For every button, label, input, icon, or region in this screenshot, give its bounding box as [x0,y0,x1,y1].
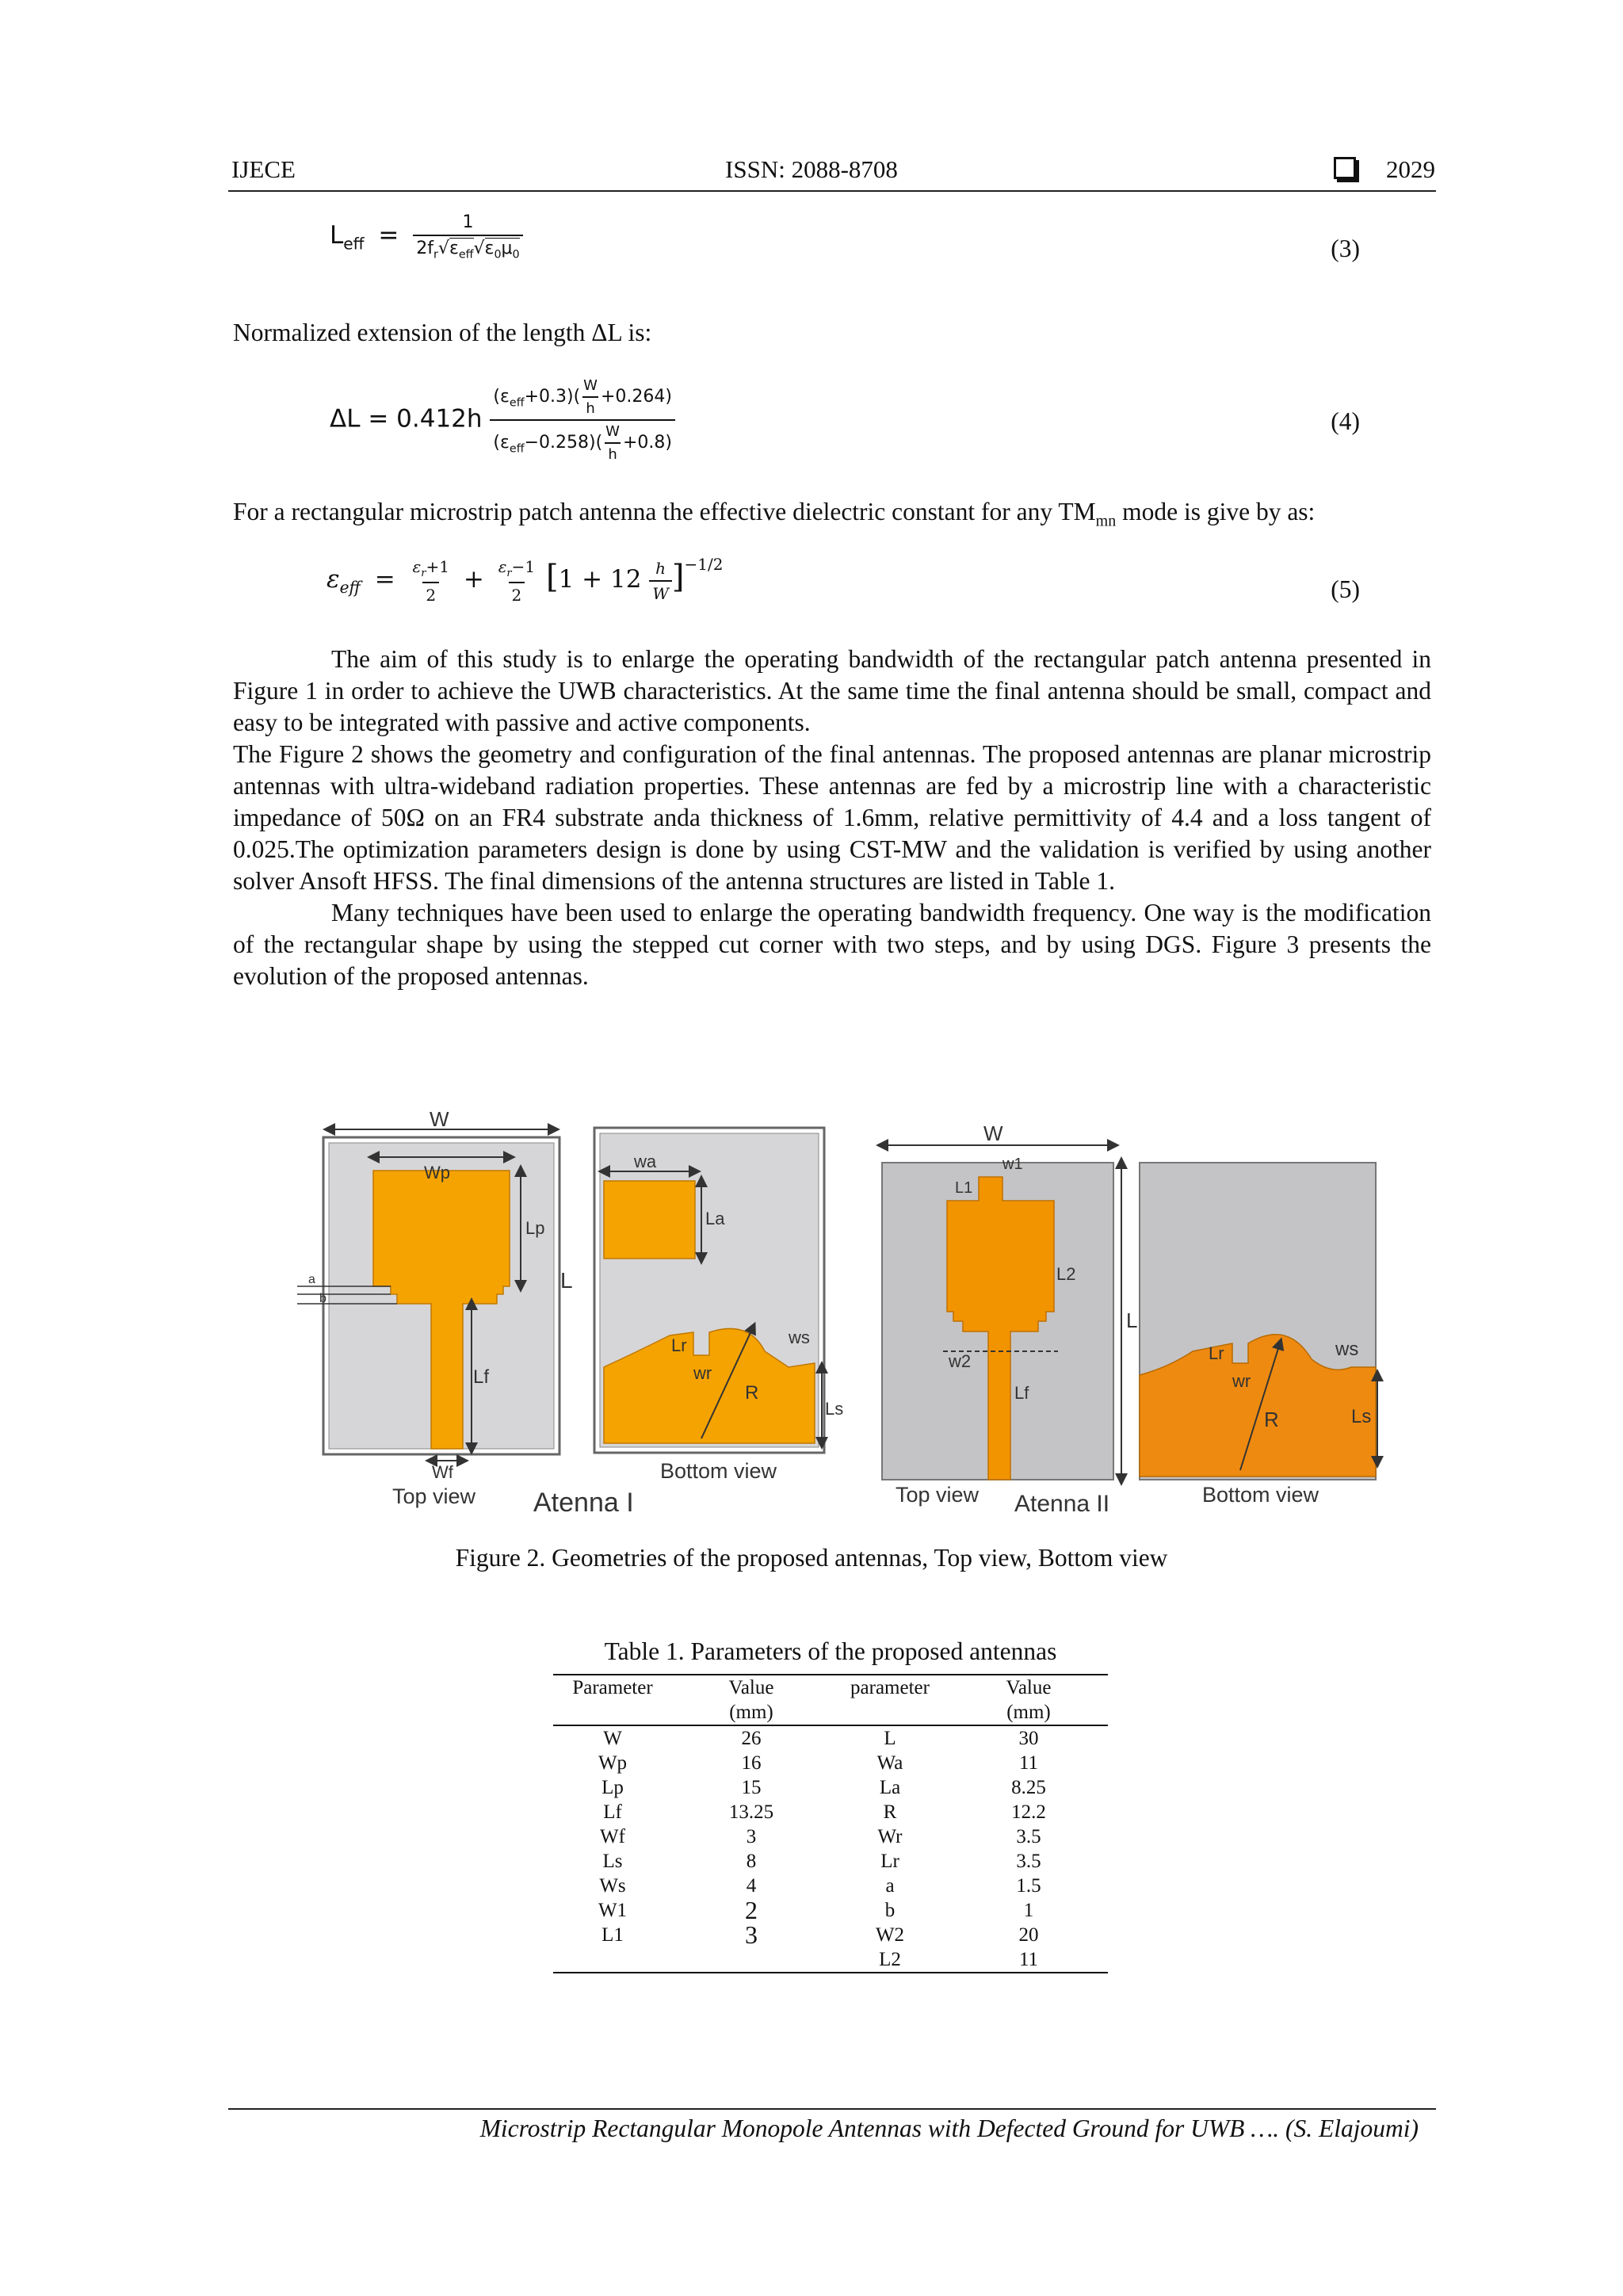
label-antenna-1: Atenna I [533,1488,634,1518]
label-bottom-view-2: Bottom view [1202,1483,1319,1507]
table-row: Wp 16 Wa 11 [598,1752,1039,1774]
table-row: Ls 8 Lr 3.5 [602,1851,1041,1872]
table-header-cell: parameter [850,1677,930,1698]
label-wr: wr [693,1363,712,1383]
table-row: Lp 15 La 8.25 [601,1777,1046,1798]
issn: ISSN: 2088-8708 [725,155,898,183]
body-text [233,644,1431,992]
label-top-view-2: Top view [896,1483,980,1507]
eq5-lhs: ε [327,565,340,594]
table-caption: Table 1. Parameters of the proposed antennas [604,1637,1057,1665]
eq3-denominator: $2f_r√\varepsilon_{eff}√\varepsilon_0\mu_0$ [413,235,522,261]
eq4-number: (4) [1331,407,1360,435]
label-L-2: L [1126,1308,1138,1332]
journal-name: IJECE [231,155,296,183]
table-row: Wf 3 Wr 3.5 [600,1826,1041,1847]
eq4-lhs: ΔL = 0.412h [330,404,483,434]
label-bottom-view-1: Bottom view [660,1459,777,1483]
table-header-cell: Value (mm) [728,1677,774,1723]
label-Wf: Wf [432,1462,453,1482]
label-L2: L2 [1056,1264,1076,1284]
label-w2: w2 [949,1351,972,1371]
label-top-view-1: Top view [392,1484,476,1508]
eq3-lhs-sub: eff [343,234,365,254]
table-row: Ws 4 a 1.5 [599,1875,1041,1897]
antenna2-top-view [882,1121,1137,1517]
antenna2-bottom-view [1140,1163,1377,1507]
label-La: La [705,1209,725,1228]
figure-caption: Figure 2. Geometries of the proposed antennas, Top view, Bottom view [455,1544,1168,1572]
eq4-denominator: $(\varepsilon_{eff}-0.258)$( $\frac{W}{h}$ +0.8) [490,419,675,463]
label-W: W [430,1107,449,1131]
label-wa: wa [634,1152,657,1171]
label-a: a [308,1273,315,1286]
eq4-intro: Normalized extension of the length ΔL is: [233,319,652,346]
table-header-cell: Value (mm) [1006,1677,1052,1723]
parameters-table [553,1674,1108,1973]
label-Lr: Lr [671,1335,687,1355]
table-header-cell: Parameter [572,1677,653,1698]
page-number: 2029 [1386,155,1435,183]
table-row: W1 2 b 1 [598,1896,1034,1924]
label-Lf-2: Lf [1014,1383,1029,1403]
label-L1: L1 [955,1179,973,1197]
label-Wp: Wp [424,1163,450,1182]
label-Ls-2: Ls [1351,1406,1372,1427]
paragraph-1: The aim of this study is to enlarge the operating bandwidth of the rectangular patch antenna presented in Figure 1 in order to achieve the UWB characteristics. At the same time the final antenna should be small, compact and easy to be integrated with passive and active components. [233,645,1431,736]
antenna1-top-view [297,1107,634,1518]
table-header-row [553,1675,1108,1725]
label-ws-2: ws [1335,1339,1359,1360]
running-footer: Microstrip Rectangular Monopole Antennas with Defected Ground for UWB …. (S. Elajoumi) [479,2115,1419,2142]
eq3-numerator: 1 [462,212,474,232]
checkbox-square-icon [1334,157,1356,179]
paragraph-3: Many techniques have been used to enlarge the operating bandwidth frequency. One way is the modification of the rectangular shape by using the stepped cut corner with two steps, and by using DGS. Figure 3 presents the evolution of the proposed antennas. [233,899,1431,990]
paragraph-2: The Figure 2 shows the geometry and configuration of the final antennas. The proposed antennas are planar microstrip antennas with ultra-wideband radiation properties. These antennas are fed by a microstrip line with a characteristic impedance of 50Ω on an FR4 substrate anda thickness of 1.6mm, relative permittivity of 4.4 and a loss tangent of 0.025.The optimization parameters design is done by using CST-MW and the validation is verified by using another solver Ansoft HFSS. The final dimensions of the antenna structures are listed in Table 1. [233,740,1431,895]
table-row: W 26 L 30 [603,1728,1039,1749]
equation-5: $\varepsilon_{eff}$ = $\frac{\varepsilon_r+1}{2}$ + $\frac{\varepsilon_r-1}{2}$ [1 + 12 $\frac{h}{W}$ ]$^{-1/2}$ [327,555,724,605]
label-ws: ws [789,1328,810,1347]
table-row: L1 3 W2 20 [601,1920,1039,1949]
label-w1: w1 [1002,1156,1023,1173]
eq4-numerator: $(\varepsilon_{eff}+0.3)$( $\frac{W}{h}$ +0.264) [493,377,672,417]
footer-rule [228,2108,1436,2110]
label-Lf: Lf [473,1366,490,1388]
label-wr-2: wr [1232,1371,1251,1391]
antenna-geometry-figure [308,1107,1387,1534]
eq3-lhs: L [330,221,344,250]
label-b: b [319,1292,327,1305]
label-R: R [745,1382,759,1404]
label-Lp: Lp [525,1218,545,1238]
label-antenna-2: Atenna II [1014,1491,1110,1517]
label-Ls: Ls [825,1399,844,1419]
eq3-number: (3) [1331,235,1360,262]
label-R-2: R [1264,1408,1279,1431]
label-L: L [560,1268,573,1293]
label-Lr-2: Lr [1209,1343,1224,1363]
header-rule [228,190,1436,192]
label-W-2: W [983,1121,1003,1145]
eq5-intro: For a rectangular microstrip patch antenna the effective dielectric constant for any $TM_{mn}$ mode is give by as: [233,498,1316,530]
table-row: Lf 13.25 R 12.2 [603,1801,1046,1823]
eq5-number: (5) [1331,575,1360,603]
equation-4 [330,377,675,463]
equation-3: $L_{eff}$ = $\frac{1}{2f_r√\varepsilon_{eff}√\varepsilon_0\mu_0}$ [330,212,523,261]
page-number-block [1334,155,1435,184]
antenna1-bottom-view [594,1128,843,1483]
table-row: L2 11 [879,1949,1039,1970]
